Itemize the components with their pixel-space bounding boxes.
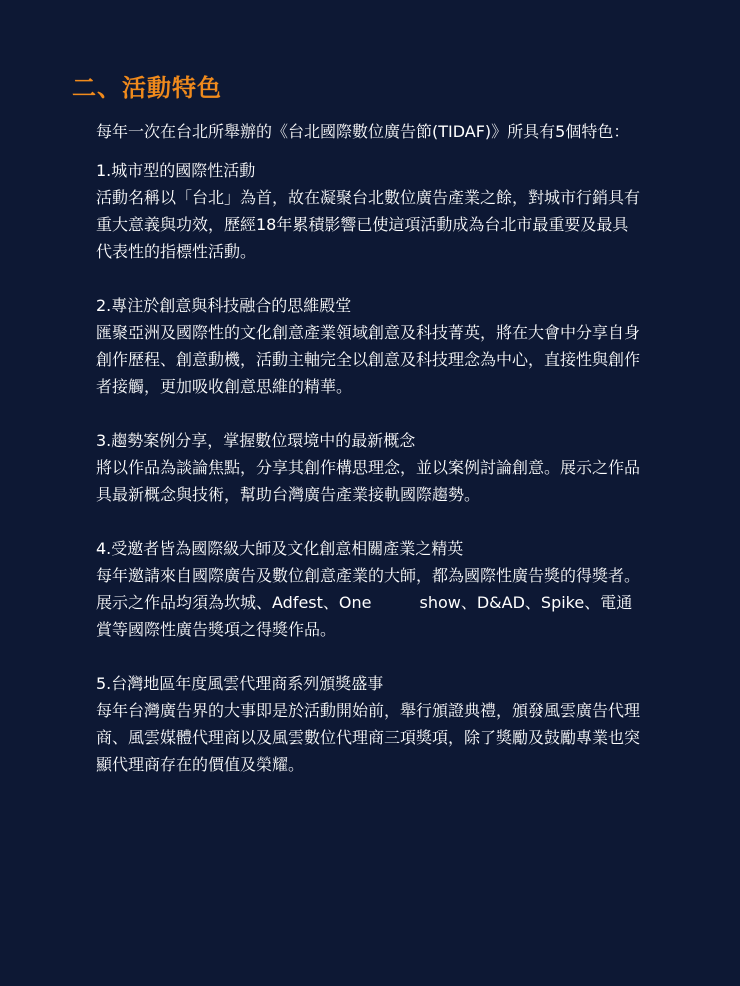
feature-body-part-1: 每年邀請來自國際廣告及數位創意產業的大師，都為國際性廣告獎的得獎者。展示之作品均須為坎城、Adfest、One bbox=[96, 566, 641, 612]
feature-3 bbox=[96, 427, 644, 508]
feature-heading: 2.專注於創意與科技融合的思維殿堂 bbox=[96, 296, 352, 315]
feature-heading: 1.城市型的國際性活動 bbox=[96, 161, 256, 180]
feature-heading: 4.受邀者皆為國際級大師及文化創意相關產業之精英 bbox=[96, 539, 464, 558]
feature-body: 活動名稱以「台北」為首，故在凝聚台北數位廣告產業之餘，對城市行銷具有重大意義與功效，歷經18年累積影響已使這項活動成為台北市最重要及最具代表性的指標性活動。 bbox=[96, 188, 641, 261]
feature-body bbox=[96, 562, 644, 643]
feature-1 bbox=[96, 157, 644, 265]
feature-body: 匯聚亞洲及國際性的文化創意產業領域創意及科技菁英，將在大會中分享自身創作歷程、創意動機，活動主軸完全以創意及科技理念為中心，直接性與創作者接觸，更加吸收創意思維的精華。 bbox=[96, 323, 641, 396]
feature-4 bbox=[96, 535, 644, 643]
feature-body-part-2: show、D&AD、Spike、電通賞等國際性廣告獎項之得獎作品。 bbox=[96, 593, 633, 639]
feature-heading: 3.趨勢案例分享，掌握數位環境中的最新概念 bbox=[96, 431, 416, 450]
feature-heading: 5.台灣地區年度風雲代理商系列頒獎盛事 bbox=[96, 674, 384, 693]
feature-2 bbox=[96, 292, 644, 400]
feature-body: 將以作品為談論焦點，分享其創作構思理念，並以案例討論創意。展示之作品具最新概念與技術，幫助台灣廣告產業接軌國際趨勢。 bbox=[96, 458, 641, 504]
section-body bbox=[96, 118, 644, 778]
feature-body: 每年台灣廣告界的大事即是於活動開始前，舉行頒證典禮，頒發風雲廣告代理商、風雲媒體代理商以及風雲數位代理商三項獎項，除了獎勵及鼓勵專業也突顯代理商存在的價值及榮耀。 bbox=[96, 701, 641, 774]
intro-paragraph: 每年一次在台北所舉辦的《台北國際數位廣告節(TIDAF)》所具有5個特色： bbox=[96, 122, 630, 141]
feature-5 bbox=[96, 670, 644, 778]
section-title: 二、活動特色 bbox=[72, 74, 222, 102]
